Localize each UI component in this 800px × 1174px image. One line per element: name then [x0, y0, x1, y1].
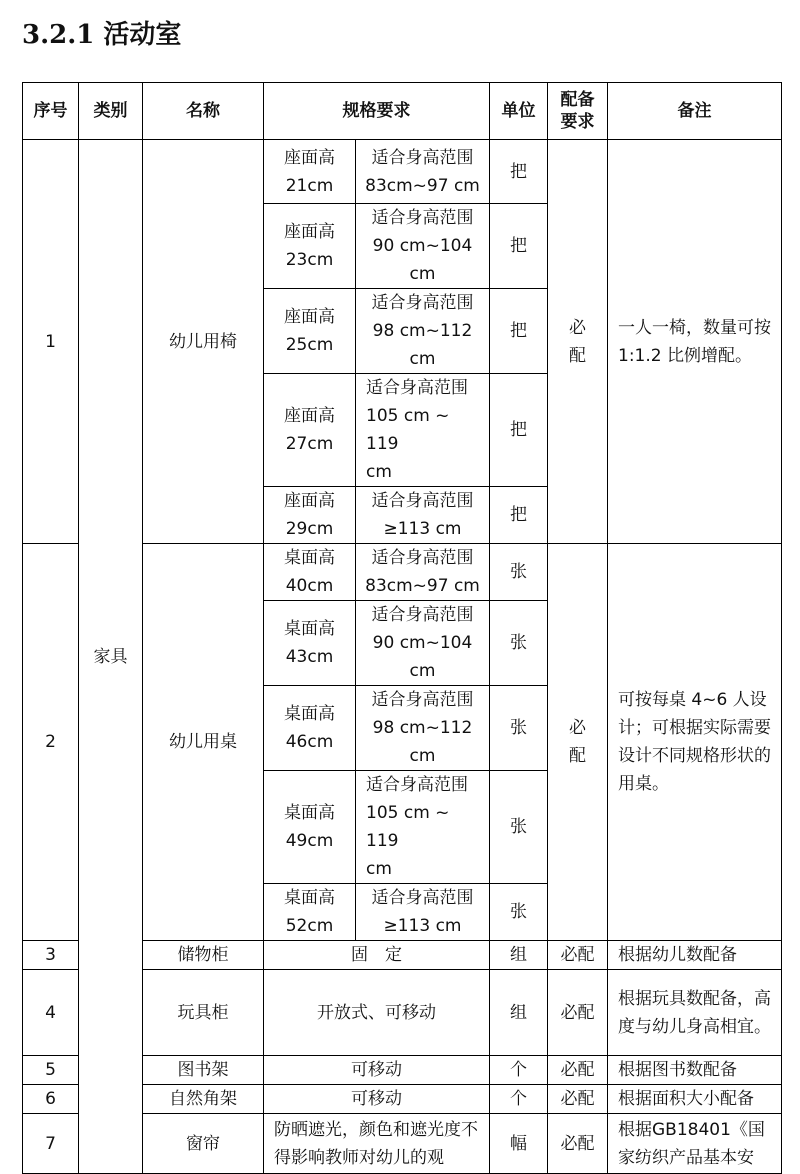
chair-req-line2: 配: [569, 345, 586, 366]
item-spec: 开放式、可移动: [264, 970, 490, 1056]
height-cell: [264, 289, 356, 374]
range-label: 适合身高范围: [371, 548, 474, 568]
item-spec: 可移动: [264, 1056, 490, 1085]
category-cell: 家具: [79, 140, 143, 1174]
height-value: 52cm: [285, 916, 334, 936]
height-cell: [264, 204, 356, 289]
range-cell: [356, 374, 490, 487]
range-value: 83cm~97 cm: [365, 576, 480, 596]
range-cell: [356, 601, 490, 686]
height-label: 座面高: [284, 491, 335, 511]
height-cell: [264, 487, 356, 544]
item-unit: 幅: [490, 1114, 548, 1174]
range-label: 适合身高范围: [371, 605, 474, 625]
item-unit: 组: [490, 941, 548, 970]
item-name: 图书架: [143, 1056, 264, 1085]
unit-cell: 张: [490, 544, 548, 601]
height-cell: [264, 601, 356, 686]
item-req: 必配: [548, 970, 608, 1056]
unit-cell: 张: [490, 601, 548, 686]
range-label: 适合身高范围: [371, 293, 474, 313]
item-name: 玩具柜: [143, 970, 264, 1056]
col-spec-header: 规格要求: [264, 83, 490, 140]
range-value: 90 cm~104: [372, 633, 473, 653]
range-value: 83cm~97 cm: [365, 175, 480, 196]
height-cell: [264, 686, 356, 771]
range-cell: [356, 771, 490, 884]
desk-req-line1: 必: [569, 718, 586, 738]
col-category-header: 类别: [79, 83, 143, 140]
section-heading: 3.2.1 活动室: [22, 20, 182, 50]
chair-req: [548, 140, 608, 544]
item-note: 根据幼儿数配备: [608, 941, 782, 970]
range-value: ≥113 cm: [383, 519, 462, 539]
height-value: 40cm: [285, 576, 334, 596]
height-cell: [264, 140, 356, 204]
unit-cell: 张: [490, 884, 548, 941]
col-req-header-line1: 配备: [560, 90, 595, 110]
range-value: ≥113 cm: [383, 916, 462, 936]
item-note: 根据玩具数配备，高度与幼儿身高相宜。: [608, 970, 782, 1056]
range-label: 适合身高范围: [366, 378, 468, 398]
item-req: 必配: [548, 941, 608, 970]
height-cell: [264, 771, 356, 884]
range-label: 适合身高范围: [366, 775, 468, 795]
item-name: 自然角架: [143, 1085, 264, 1114]
range-label: 适合身高范围: [371, 888, 474, 908]
item-unit: 个: [490, 1085, 548, 1114]
range-value: 90 cm~104: [372, 236, 473, 256]
range-value: 105 cm ~ 119: [366, 406, 450, 454]
item-spec: 防晒遮光，颜色和遮光度不得影响教师对幼儿的观: [264, 1114, 490, 1174]
item-req: 必配: [548, 1056, 608, 1085]
equipment-table: [22, 82, 782, 1174]
desk-seq: 2: [23, 544, 79, 941]
col-req-header-line2: 要求: [560, 112, 595, 132]
height-value: 43cm: [285, 647, 334, 667]
height-label: 座面高: [284, 307, 335, 327]
item-seq: 6: [23, 1085, 79, 1114]
height-cell: [264, 544, 356, 601]
col-note-header: 备注: [608, 83, 782, 140]
range-cell: [356, 487, 490, 544]
range-unit: cm: [366, 859, 392, 879]
range-cell: [356, 140, 490, 204]
unit-cell: 把: [490, 140, 548, 204]
height-cell: [264, 884, 356, 941]
height-label: 座面高: [284, 147, 335, 168]
header-row: [23, 83, 782, 140]
item-unit: 组: [490, 970, 548, 1056]
height-label: 桌面高: [284, 803, 335, 823]
col-req-header: [548, 83, 608, 140]
desk-req: [548, 544, 608, 941]
height-value: 27cm: [285, 434, 334, 454]
height-value: 46cm: [285, 732, 334, 752]
height-value: 21cm: [285, 175, 334, 196]
range-cell: [356, 884, 490, 941]
range-label: 适合身高范围: [371, 491, 474, 511]
range-cell: [356, 204, 490, 289]
range-label: 适合身高范围: [371, 208, 474, 228]
height-label: 桌面高: [284, 619, 335, 639]
unit-cell: 把: [490, 487, 548, 544]
range-label: 适合身高范围: [371, 690, 474, 710]
item-seq: 5: [23, 1056, 79, 1085]
item-name: 储物柜: [143, 941, 264, 970]
item-spec: 固 定: [264, 941, 490, 970]
desk-name: 幼儿用桌: [143, 544, 264, 941]
range-value: 98 cm~112: [372, 718, 473, 738]
unit-cell: 把: [490, 374, 548, 487]
item-seq: 7: [23, 1114, 79, 1174]
desk-note: 可按每桌 4~6 人设计；可根据实际需要设计不同规格形状的用桌。: [608, 544, 782, 941]
height-value: 29cm: [285, 519, 334, 539]
height-label: 桌面高: [284, 888, 335, 908]
range-value: 105 cm ~ 119: [366, 803, 450, 851]
item-req: 必配: [548, 1114, 608, 1174]
range-cell: [356, 289, 490, 374]
item-note: 根据面积大小配备: [608, 1085, 782, 1114]
height-cell: [264, 374, 356, 487]
range-unit: cm: [409, 746, 436, 766]
unit-cell: 张: [490, 686, 548, 771]
item-unit: 个: [490, 1056, 548, 1085]
chair-name: 幼儿用椅: [143, 140, 264, 544]
unit-cell: 张: [490, 771, 548, 884]
unit-cell: 把: [490, 289, 548, 374]
item-note: 根据GB18401《国家纺织产品基本安: [608, 1114, 782, 1174]
height-label: 桌面高: [284, 548, 335, 568]
col-seq-header: 序号: [23, 83, 79, 140]
range-cell: [356, 686, 490, 771]
table-row: [23, 140, 782, 204]
item-req: 必配: [548, 1085, 608, 1114]
range-cell: [356, 544, 490, 601]
range-unit: cm: [409, 349, 436, 369]
range-unit: cm: [366, 462, 392, 482]
item-name: 窗帘: [143, 1114, 264, 1174]
unit-cell: 把: [490, 204, 548, 289]
item-note: 根据图书数配备: [608, 1056, 782, 1085]
chair-seq: 1: [23, 140, 79, 544]
desk-req-line2: 配: [569, 746, 586, 766]
col-name-header: 名称: [143, 83, 264, 140]
height-label: 座面高: [284, 406, 335, 426]
chair-note: 一人一椅，数量可按 1:1.2 比例增配。: [608, 140, 782, 544]
height-value: 49cm: [285, 831, 334, 851]
height-label: 座面高: [284, 222, 335, 242]
range-unit: cm: [409, 264, 436, 284]
col-unit-header: 单位: [490, 83, 548, 140]
item-spec: 可移动: [264, 1085, 490, 1114]
range-unit: cm: [409, 661, 436, 681]
height-label: 桌面高: [284, 704, 335, 724]
range-value: 98 cm~112: [372, 321, 473, 341]
item-seq: 4: [23, 970, 79, 1056]
range-label: 适合身高范围: [371, 147, 474, 168]
height-value: 23cm: [285, 250, 334, 270]
height-value: 25cm: [285, 335, 334, 355]
chair-req-line1: 必: [569, 317, 586, 338]
item-seq: 3: [23, 941, 79, 970]
